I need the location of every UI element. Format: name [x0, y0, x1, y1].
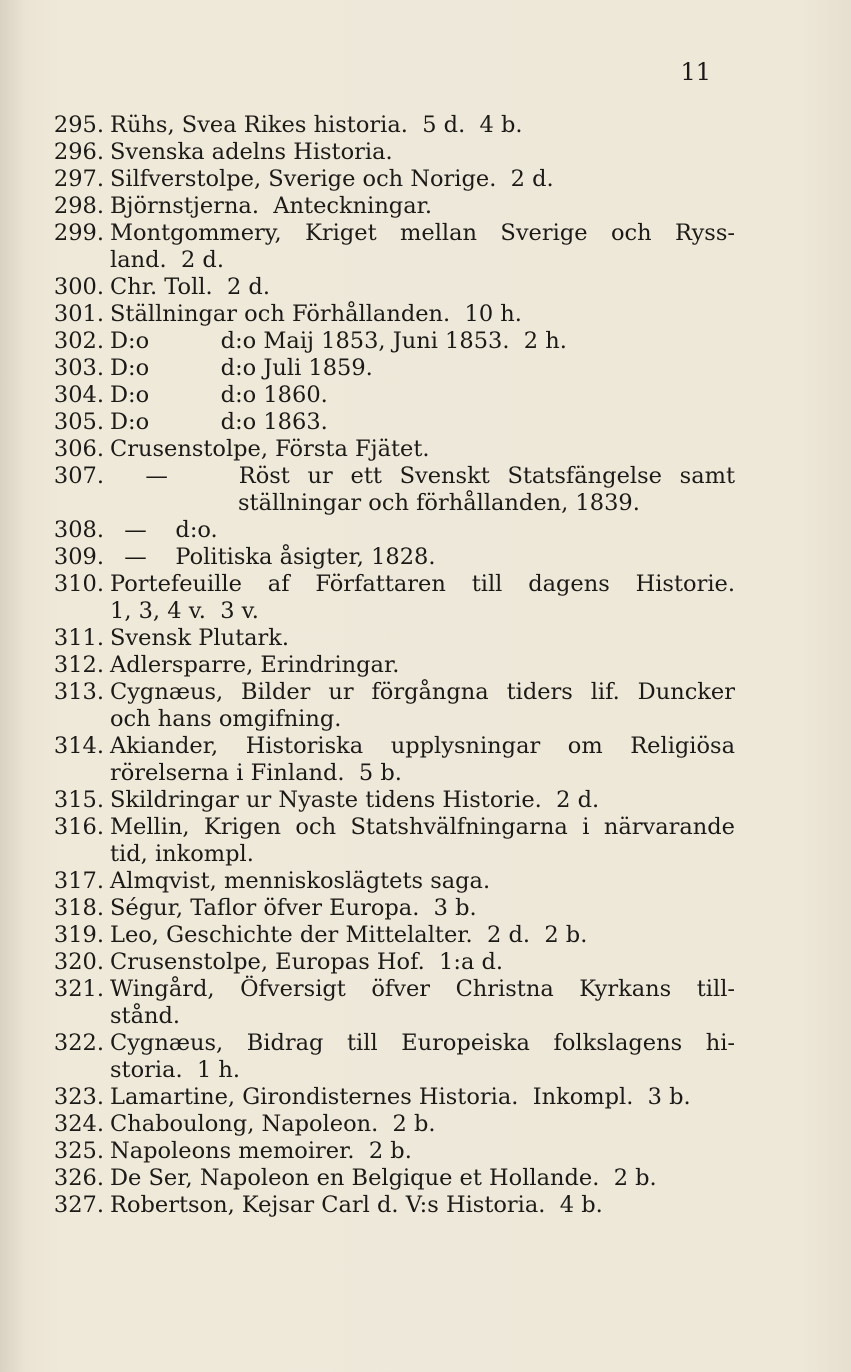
catalog-entry: [0, 868, 851, 895]
entry-number: 299.: [53, 220, 104, 246]
catalog-entry: [0, 652, 851, 679]
entry-text: [110, 463, 735, 517]
catalog-entry: [0, 787, 851, 814]
entry-line: Robertson, Kejsar Carl d. V:s Historia. 4 b.: [110, 1192, 603, 1218]
entry-line: tid, inkompl.: [110, 841, 254, 867]
entry-line: Almqvist, menniskoslägtets saga.: [110, 868, 491, 894]
entry-number: 297.: [53, 166, 104, 192]
entry-text: [110, 139, 735, 166]
entry-line: Mellin, Krigen och Statshvälfningarna i närvarande: [110, 814, 735, 840]
catalog-entry: [0, 1165, 851, 1192]
entry-number: 300.: [53, 274, 104, 300]
catalog-entry: [0, 1111, 851, 1138]
entry-line: Ställningar och Förhållanden. 10 h.: [110, 301, 522, 327]
entry-number: 307.: [53, 463, 104, 489]
entry-text: [110, 1111, 735, 1138]
catalog-entry: [0, 112, 851, 139]
entry-line: Björnstjerna. Anteckningar.: [110, 193, 433, 219]
entry-number: 302.: [53, 328, 104, 354]
entry-text: [110, 544, 735, 571]
entry-text: [110, 868, 735, 895]
catalog-entry: [0, 814, 851, 868]
catalog-entry: [0, 355, 851, 382]
entry-line: Svensk Plutark.: [110, 625, 290, 651]
entry-number: 325.: [53, 1138, 104, 1164]
entry-text: [110, 1030, 735, 1084]
entry-text: [110, 112, 735, 139]
catalog-entry: [0, 733, 851, 787]
entry-line: Rühs, Svea Rikes historia. 5 d. 4 b.: [110, 112, 523, 138]
entry-text: [110, 328, 735, 355]
catalog-entry: [0, 220, 851, 274]
entry-line: Wingård, Öfversigt öfver Christna Kyrkans till-: [110, 976, 735, 1002]
catalog-entry: [0, 1138, 851, 1165]
entry-text: [110, 571, 735, 625]
catalog-entry: [0, 193, 851, 220]
catalog-entry: [0, 409, 851, 436]
entry-text: [110, 814, 735, 868]
page-number: 11: [680, 58, 711, 86]
entry-number: 315.: [53, 787, 104, 813]
catalog-entry: [0, 895, 851, 922]
catalog-entry: [0, 328, 851, 355]
entry-number: 306.: [53, 436, 104, 462]
catalog-entry: [0, 1084, 851, 1111]
entry-line: Cygnæus, Bidrag till Europeiska folkslagens hi-: [110, 1030, 735, 1056]
entry-text: [110, 382, 735, 409]
catalog-entry: [0, 922, 851, 949]
catalog-entry: [0, 301, 851, 328]
catalog-entry: [0, 976, 851, 1030]
entry-line: Svenska adelns Historia.: [110, 139, 393, 165]
entry-number: 295.: [53, 112, 104, 138]
entry-line: Portefeuille af Författaren till dagens Historie.: [110, 571, 735, 597]
entry-number: 320.: [53, 949, 104, 975]
entry-line: land. 2 d.: [110, 247, 224, 273]
catalog-entry: [0, 463, 851, 517]
catalog-entry: [0, 1030, 851, 1084]
entry-line: Napoleons memoirer. 2 b.: [110, 1138, 412, 1164]
entry-line: Crusenstolpe, Första Fjätet.: [110, 436, 430, 462]
catalog-entry: [0, 679, 851, 733]
entry-line: — Politiska åsigter, 1828.: [110, 544, 436, 570]
entry-line: Adlersparre, Erindringar.: [110, 652, 400, 678]
entry-text: [110, 652, 735, 679]
entry-text: [110, 1192, 735, 1219]
entry-number: 298.: [53, 193, 104, 219]
entry-line: — Röst ur ett Svenskt Statsfängelse samt: [110, 463, 735, 489]
entry-text: [110, 301, 735, 328]
entry-number: 314.: [53, 733, 104, 759]
entry-number: 309.: [53, 544, 104, 570]
entry-text: [110, 733, 735, 787]
entry-line: Montgommery, Kriget mellan Sverige och Ryss-: [110, 220, 735, 246]
entry-text: [110, 1165, 735, 1192]
entry-line: Crusenstolpe, Europas Hof. 1:a d.: [110, 949, 504, 975]
entry-line: Lamartine, Girondisternes Historia. Inkompl. 3 b.: [110, 1084, 691, 1110]
entry-line: Chr. Toll. 2 d.: [110, 274, 270, 300]
catalog-list: [0, 112, 851, 1219]
entry-text: [110, 679, 735, 733]
entry-number: 319.: [53, 922, 104, 948]
entry-number: 296.: [53, 139, 104, 165]
entry-number: 317.: [53, 868, 104, 894]
entry-text: [110, 922, 735, 949]
catalog-entry: [0, 166, 851, 193]
entry-line: D:o d:o Juli 1859.: [110, 355, 373, 381]
catalog-entry: [0, 139, 851, 166]
entry-text: [110, 949, 735, 976]
entry-text: [110, 625, 735, 652]
entry-text: [110, 787, 735, 814]
entry-line: 1, 3, 4 v. 3 v.: [110, 598, 259, 624]
entry-text: [110, 436, 735, 463]
entry-line: D:o d:o 1860.: [110, 382, 328, 408]
catalog-entry: [0, 625, 851, 652]
entry-line: Akiander, Historiska upplysningar om Religiösa: [110, 733, 735, 759]
entry-number: 322.: [53, 1030, 104, 1056]
entry-line: stånd.: [110, 1003, 181, 1029]
entry-line: — d:o.: [110, 517, 218, 543]
entry-number: 324.: [53, 1111, 104, 1137]
entry-number: 301.: [53, 301, 104, 327]
catalog-entry: [0, 274, 851, 301]
entry-line: Ségur, Taflor öfver Europa. 3 b.: [110, 895, 477, 921]
entry-text: [110, 409, 735, 436]
entry-text: [110, 1138, 735, 1165]
entry-line: Silfverstolpe, Sverige och Norige. 2 d.: [110, 166, 554, 192]
catalog-entry: [0, 571, 851, 625]
entry-number: 305.: [53, 409, 104, 435]
entry-text: [110, 274, 735, 301]
entry-text: [110, 220, 735, 274]
entry-number: 326.: [53, 1165, 104, 1191]
entry-line: Cygnæus, Bilder ur förgångna tiders lif. Duncker: [110, 679, 735, 705]
entry-line: D:o d:o Maij 1853, Juni 1853. 2 h.: [110, 328, 567, 354]
entry-line: D:o d:o 1863.: [110, 409, 328, 435]
entry-line: och hans omgifning.: [110, 706, 342, 732]
entry-number: 303.: [53, 355, 104, 381]
entry-line: ställningar och förhållanden, 1839.: [238, 490, 640, 516]
entry-text: [110, 355, 735, 382]
catalog-entry: [0, 1192, 851, 1219]
entry-text: [110, 193, 735, 220]
catalog-entry: [0, 544, 851, 571]
entry-line: Skildringar ur Nyaste tidens Historie. 2 d.: [110, 787, 600, 813]
entry-line: storia. 1 h.: [110, 1057, 241, 1083]
catalog-entry: [0, 436, 851, 463]
catalog-entry: [0, 382, 851, 409]
entry-number: 313.: [53, 679, 104, 705]
entry-text: [110, 166, 735, 193]
entry-number: 312.: [53, 652, 104, 678]
entry-number: 304.: [53, 382, 104, 408]
entry-text: [110, 895, 735, 922]
entry-number: 310.: [53, 571, 104, 597]
entry-number: 316.: [53, 814, 104, 840]
entry-number: 323.: [53, 1084, 104, 1110]
catalog-entry: [0, 949, 851, 976]
entry-text: [110, 976, 735, 1030]
catalog-entry: [0, 517, 851, 544]
entry-number: 311.: [53, 625, 104, 651]
entry-line: rörelserna i Finland. 5 b.: [110, 760, 402, 786]
entry-text: [110, 1084, 735, 1111]
entry-text: [110, 517, 735, 544]
entry-number: 327.: [53, 1192, 104, 1218]
entry-number: 318.: [53, 895, 104, 921]
entry-number: 321.: [53, 976, 104, 1002]
entry-line: Leo, Geschichte der Mittelalter. 2 d. 2 b.: [110, 922, 588, 948]
entry-line: Chaboulong, Napoleon. 2 b.: [110, 1111, 436, 1137]
entry-line: De Ser, Napoleon en Belgique et Hollande. 2 b.: [110, 1165, 657, 1191]
entry-number: 308.: [53, 517, 104, 543]
